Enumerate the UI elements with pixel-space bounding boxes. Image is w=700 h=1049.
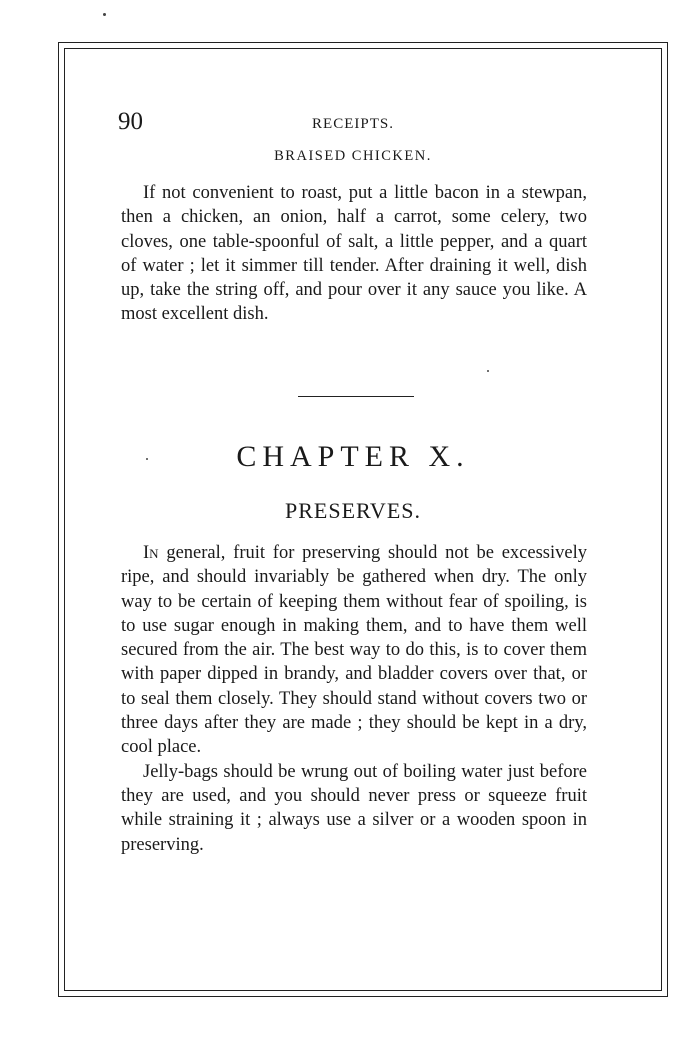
chapter-title: CHAPTER X. bbox=[236, 440, 470, 473]
drop-word: In bbox=[143, 543, 159, 563]
page-number: 90 bbox=[118, 108, 143, 135]
preserves-text bbox=[121, 541, 587, 857]
page-header bbox=[118, 108, 588, 138]
preserves-paragraph-1 bbox=[121, 541, 587, 760]
paper-speck bbox=[103, 13, 106, 16]
braised-chicken-recipe bbox=[121, 181, 587, 327]
chapter-subtitle: PRESERVES. bbox=[285, 498, 421, 523]
running-head: RECEIPTS. bbox=[312, 116, 394, 132]
paper-speck bbox=[146, 458, 148, 460]
recipe-paragraph: If not convenient to roast, put a little bacon in a stewpan, then a chicken, an onion, half a carrot, some celery, two cloves, one table-spoonful of salt, a little pepper, and a quart of water ; let it simmer till tender. After draining it well, dish up, take the string off, and pour over it any sauce you like. A most excellent dish. bbox=[121, 183, 587, 325]
paragraph-text: general, fruit for preserving should not be excessively ripe, and should invariably be gathered when dry. The only way to be certain of keeping them without fear of spoiling, is to use sugar enough in making them, and to have them well secured from the air. The best way to do this, is to cover them with paper dipped in brandy, and bladder covers over that, or to seal them closely. They should stand without covers two or three days after they are made ; they should be kept in a dry, cool place. bbox=[121, 543, 587, 758]
section-divider bbox=[298, 396, 414, 397]
preserves-paragraph-2: Jelly-bags should be wrung out of boiling water just before they are used, and you should never press or squeeze fruit while straining it ; always use a silver or a wooden spoon in preserving. bbox=[121, 761, 587, 855]
section-title: BRAISED CHICKEN. bbox=[274, 148, 432, 164]
paper-speck bbox=[487, 370, 489, 372]
